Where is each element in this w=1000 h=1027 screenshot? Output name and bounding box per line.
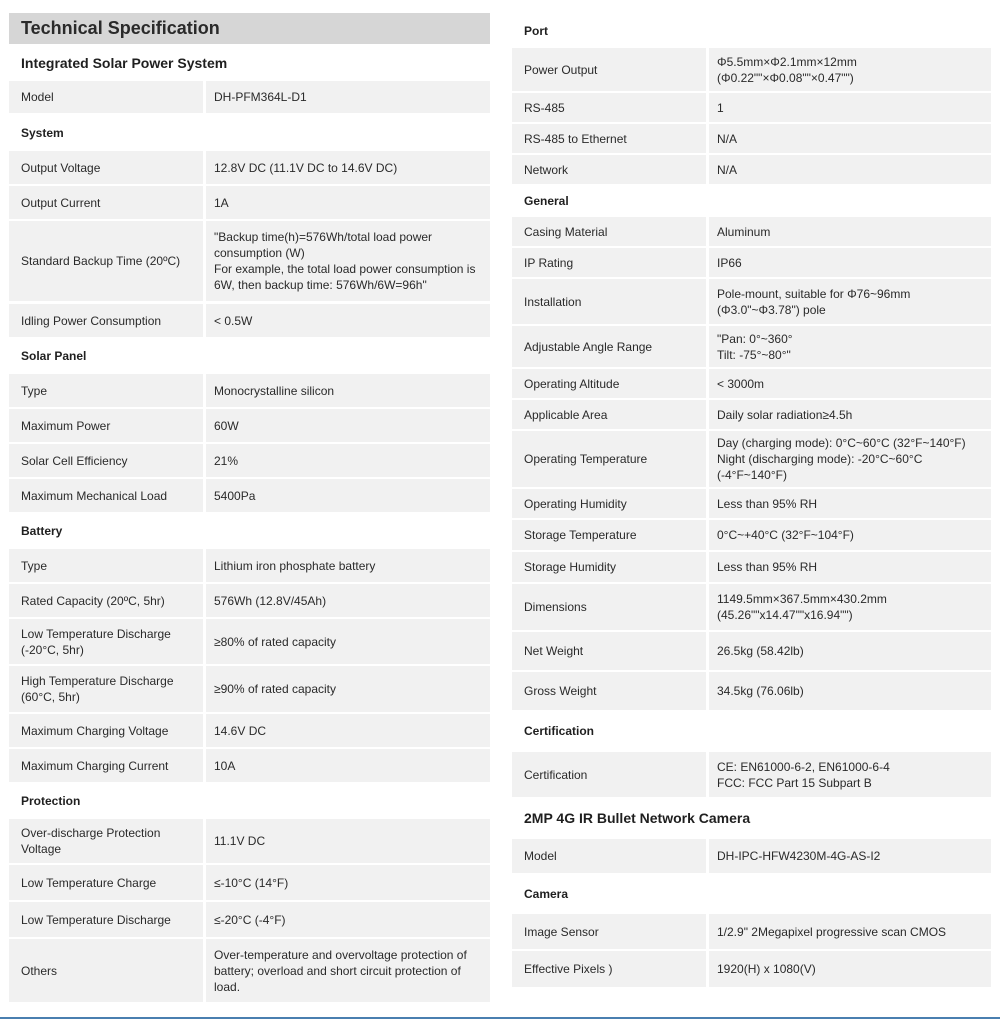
spec-label: Gross Weight [512, 672, 706, 710]
spec-row [512, 48, 991, 91]
spec-value: 1A [206, 186, 490, 219]
spec-value: 14.6V DC [206, 714, 490, 747]
spec-label: Power Output [512, 48, 706, 91]
spec-value: Over-temperature and overvoltage protection of battery; overload and short circuit protection of load. [206, 939, 490, 1002]
section-heading-protection: Protection [21, 793, 81, 808]
spec-row [512, 839, 991, 873]
spec-row [512, 217, 991, 246]
spec-value: ≤-10°C (14°F) [206, 865, 490, 900]
spec-value: < 3000m [709, 369, 991, 398]
spec-row [512, 400, 991, 429]
section-heading-camera: Camera [524, 887, 569, 901]
spec-label: Adjustable Angle Range [512, 326, 706, 367]
spec-label: Idling Power Consumption [9, 304, 203, 337]
section-heading-solar: Solar Panel [21, 348, 87, 363]
spec-label: Standard Backup Time (20ºC) [9, 221, 203, 301]
spec-value: DH-PFM364L-D1 [206, 81, 490, 113]
spec-row [512, 520, 991, 550]
spec-row [512, 672, 991, 710]
spec-label: Operating Altitude [512, 369, 706, 398]
spec-row [512, 951, 991, 987]
spec-value: N/A [709, 124, 991, 153]
spec-value: 60W [206, 409, 490, 442]
spec-row [9, 584, 490, 617]
spec-value: 1/2.9" 2Megapixel progressive scan CMOS [709, 914, 991, 949]
spec-row [512, 155, 991, 184]
spec-value: Day (charging mode): 0°C~60°C (32°F~140°F) Night (discharging mode): -20°C~60°C (-4°F~140°F) [709, 431, 991, 487]
spec-row [9, 666, 490, 712]
spec-row [9, 409, 490, 442]
spec-label: Net Weight [512, 632, 706, 670]
spec-value: 5400Pa [206, 479, 490, 512]
spec-label: Network [512, 155, 706, 184]
spec-label: Solar Cell Efficiency [9, 444, 203, 477]
spec-label: Installation [512, 279, 706, 324]
spec-row [9, 444, 490, 477]
section-heading-general: General [524, 193, 569, 208]
spec-label: Effective Pixels ) [512, 951, 706, 987]
product-heading: Integrated Solar Power System [21, 55, 228, 71]
spec-label: Operating Humidity [512, 489, 706, 518]
spec-label: Low Temperature Charge [9, 865, 203, 900]
spec-value: "Pan: 0°~360° Tilt: -75°~80°" [709, 326, 991, 367]
spec-value: 1 [709, 93, 991, 122]
spec-value: Φ5.5mm×Φ2.1mm×12mm (Φ0.22""×Φ0.08""×0.47"") [709, 48, 991, 91]
spec-label: Maximum Charging Current [9, 749, 203, 782]
footer-divider [0, 1017, 1000, 1019]
spec-value: 26.5kg (58.42lb) [709, 632, 991, 670]
spec-row [512, 752, 991, 797]
spec-value: IP66 [709, 248, 991, 277]
spec-value: DH-IPC-HFW4230M-4G-AS-I2 [709, 839, 991, 873]
spec-value: 21% [206, 444, 490, 477]
spec-value: Less than 95% RH [709, 552, 991, 582]
spec-row [9, 186, 490, 219]
spec-value: 1149.5mm×367.5mm×430.2mm (45.26""x14.47""x16.94"") [709, 584, 991, 630]
spec-value: "Backup time(h)=576Wh/total load power consumption (W) For example, the total load power consumption is 6W, then backup time: 576Wh/6W=96h" [206, 221, 490, 301]
spec-row [512, 431, 991, 487]
spec-row [512, 914, 991, 949]
spec-label: Operating Temperature [512, 431, 706, 487]
spec-value: ≥90% of rated capacity [206, 666, 490, 712]
spec-label: Model [512, 839, 706, 873]
spec-row [512, 552, 991, 582]
spec-value: 11.1V DC [206, 819, 490, 863]
spec-label: Others [9, 939, 203, 1002]
spec-value: 10A [206, 749, 490, 782]
spec-row [512, 369, 991, 398]
spec-row [512, 632, 991, 670]
spec-label: Type [9, 374, 203, 407]
spec-value: Daily solar radiation≥4.5h [709, 400, 991, 429]
spec-label: Low Temperature Discharge [9, 902, 203, 937]
spec-row [9, 549, 490, 582]
spec-row [512, 279, 991, 324]
spec-value: ≥80% of rated capacity [206, 619, 490, 664]
spec-row [9, 749, 490, 782]
spec-label: Casing Material [512, 217, 706, 246]
spec-row [512, 326, 991, 367]
spec-label: Type [9, 549, 203, 582]
spec-row [9, 374, 490, 407]
section-heading-battery: Battery [21, 523, 63, 538]
spec-row [9, 304, 490, 337]
spec-label: IP Rating [512, 248, 706, 277]
spec-label: RS-485 to Ethernet [512, 124, 706, 153]
spec-row [9, 619, 490, 664]
spec-value: Less than 95% RH [709, 489, 991, 518]
spec-label: Storage Humidity [512, 552, 706, 582]
spec-value: 34.5kg (76.06lb) [709, 672, 991, 710]
section-heading-system: System [21, 126, 64, 140]
spec-label: Rated Capacity (20ºC, 5hr) [9, 584, 203, 617]
spec-row [9, 81, 490, 113]
spec-value: 12.8V DC (11.1V DC to 14.6V DC) [206, 151, 490, 184]
spec-label: Maximum Mechanical Load [9, 479, 203, 512]
spec-value: Aluminum [709, 217, 991, 246]
spec-label: Over-discharge Protection Voltage [9, 819, 203, 863]
spec-row [512, 584, 991, 630]
spec-value: Monocrystalline silicon [206, 374, 490, 407]
spec-value: ≤-20°C (-4°F) [206, 902, 490, 937]
spec-label: Certification [512, 752, 706, 797]
spec-label: Output Current [9, 186, 203, 219]
page-title: Technical Specification [9, 13, 490, 44]
spec-value: 576Wh (12.8V/45Ah) [206, 584, 490, 617]
section-heading-port: Port [524, 24, 548, 38]
spec-row [9, 865, 490, 900]
spec-row [9, 819, 490, 863]
spec-row [9, 221, 490, 301]
spec-label: Storage Temperature [512, 520, 706, 550]
spec-row [9, 902, 490, 937]
section-heading-certification: Certification [524, 724, 595, 738]
spec-row [9, 939, 490, 1002]
spec-label: High Temperature Discharge (60°C, 5hr) [9, 666, 203, 712]
spec-row [512, 124, 991, 153]
spec-value: 1920(H) x 1080(V) [709, 951, 991, 987]
spec-row [9, 479, 490, 512]
spec-row [9, 151, 490, 184]
spec-value: < 0.5W [206, 304, 490, 337]
spec-row [512, 93, 991, 122]
product-heading: 2MP 4G IR Bullet Network Camera [524, 810, 751, 826]
spec-value: Pole-mount, suitable for Φ76~96mm (Φ3.0"~Φ3.78") pole [709, 279, 991, 324]
spec-value: N/A [709, 155, 991, 184]
spec-label: Applicable Area [512, 400, 706, 429]
spec-label: Model [9, 81, 203, 113]
spec-row [512, 489, 991, 518]
spec-value: 0°C~+40°C (32°F~104°F) [709, 520, 991, 550]
spec-label: Low Temperature Discharge (-20°C, 5hr) [9, 619, 203, 664]
spec-label: Maximum Power [9, 409, 203, 442]
spec-label: Dimensions [512, 584, 706, 630]
spec-label: Output Voltage [9, 151, 203, 184]
spec-value: CE: EN61000-6-2, EN61000-6-4 FCC: FCC Part 15 Subpart B [709, 752, 991, 797]
spec-row [512, 248, 991, 277]
spec-row [9, 714, 490, 747]
spec-label: Image Sensor [512, 914, 706, 949]
spec-label: Maximum Charging Voltage [9, 714, 203, 747]
spec-label: RS-485 [512, 93, 706, 122]
spec-value: Lithium iron phosphate battery [206, 549, 490, 582]
